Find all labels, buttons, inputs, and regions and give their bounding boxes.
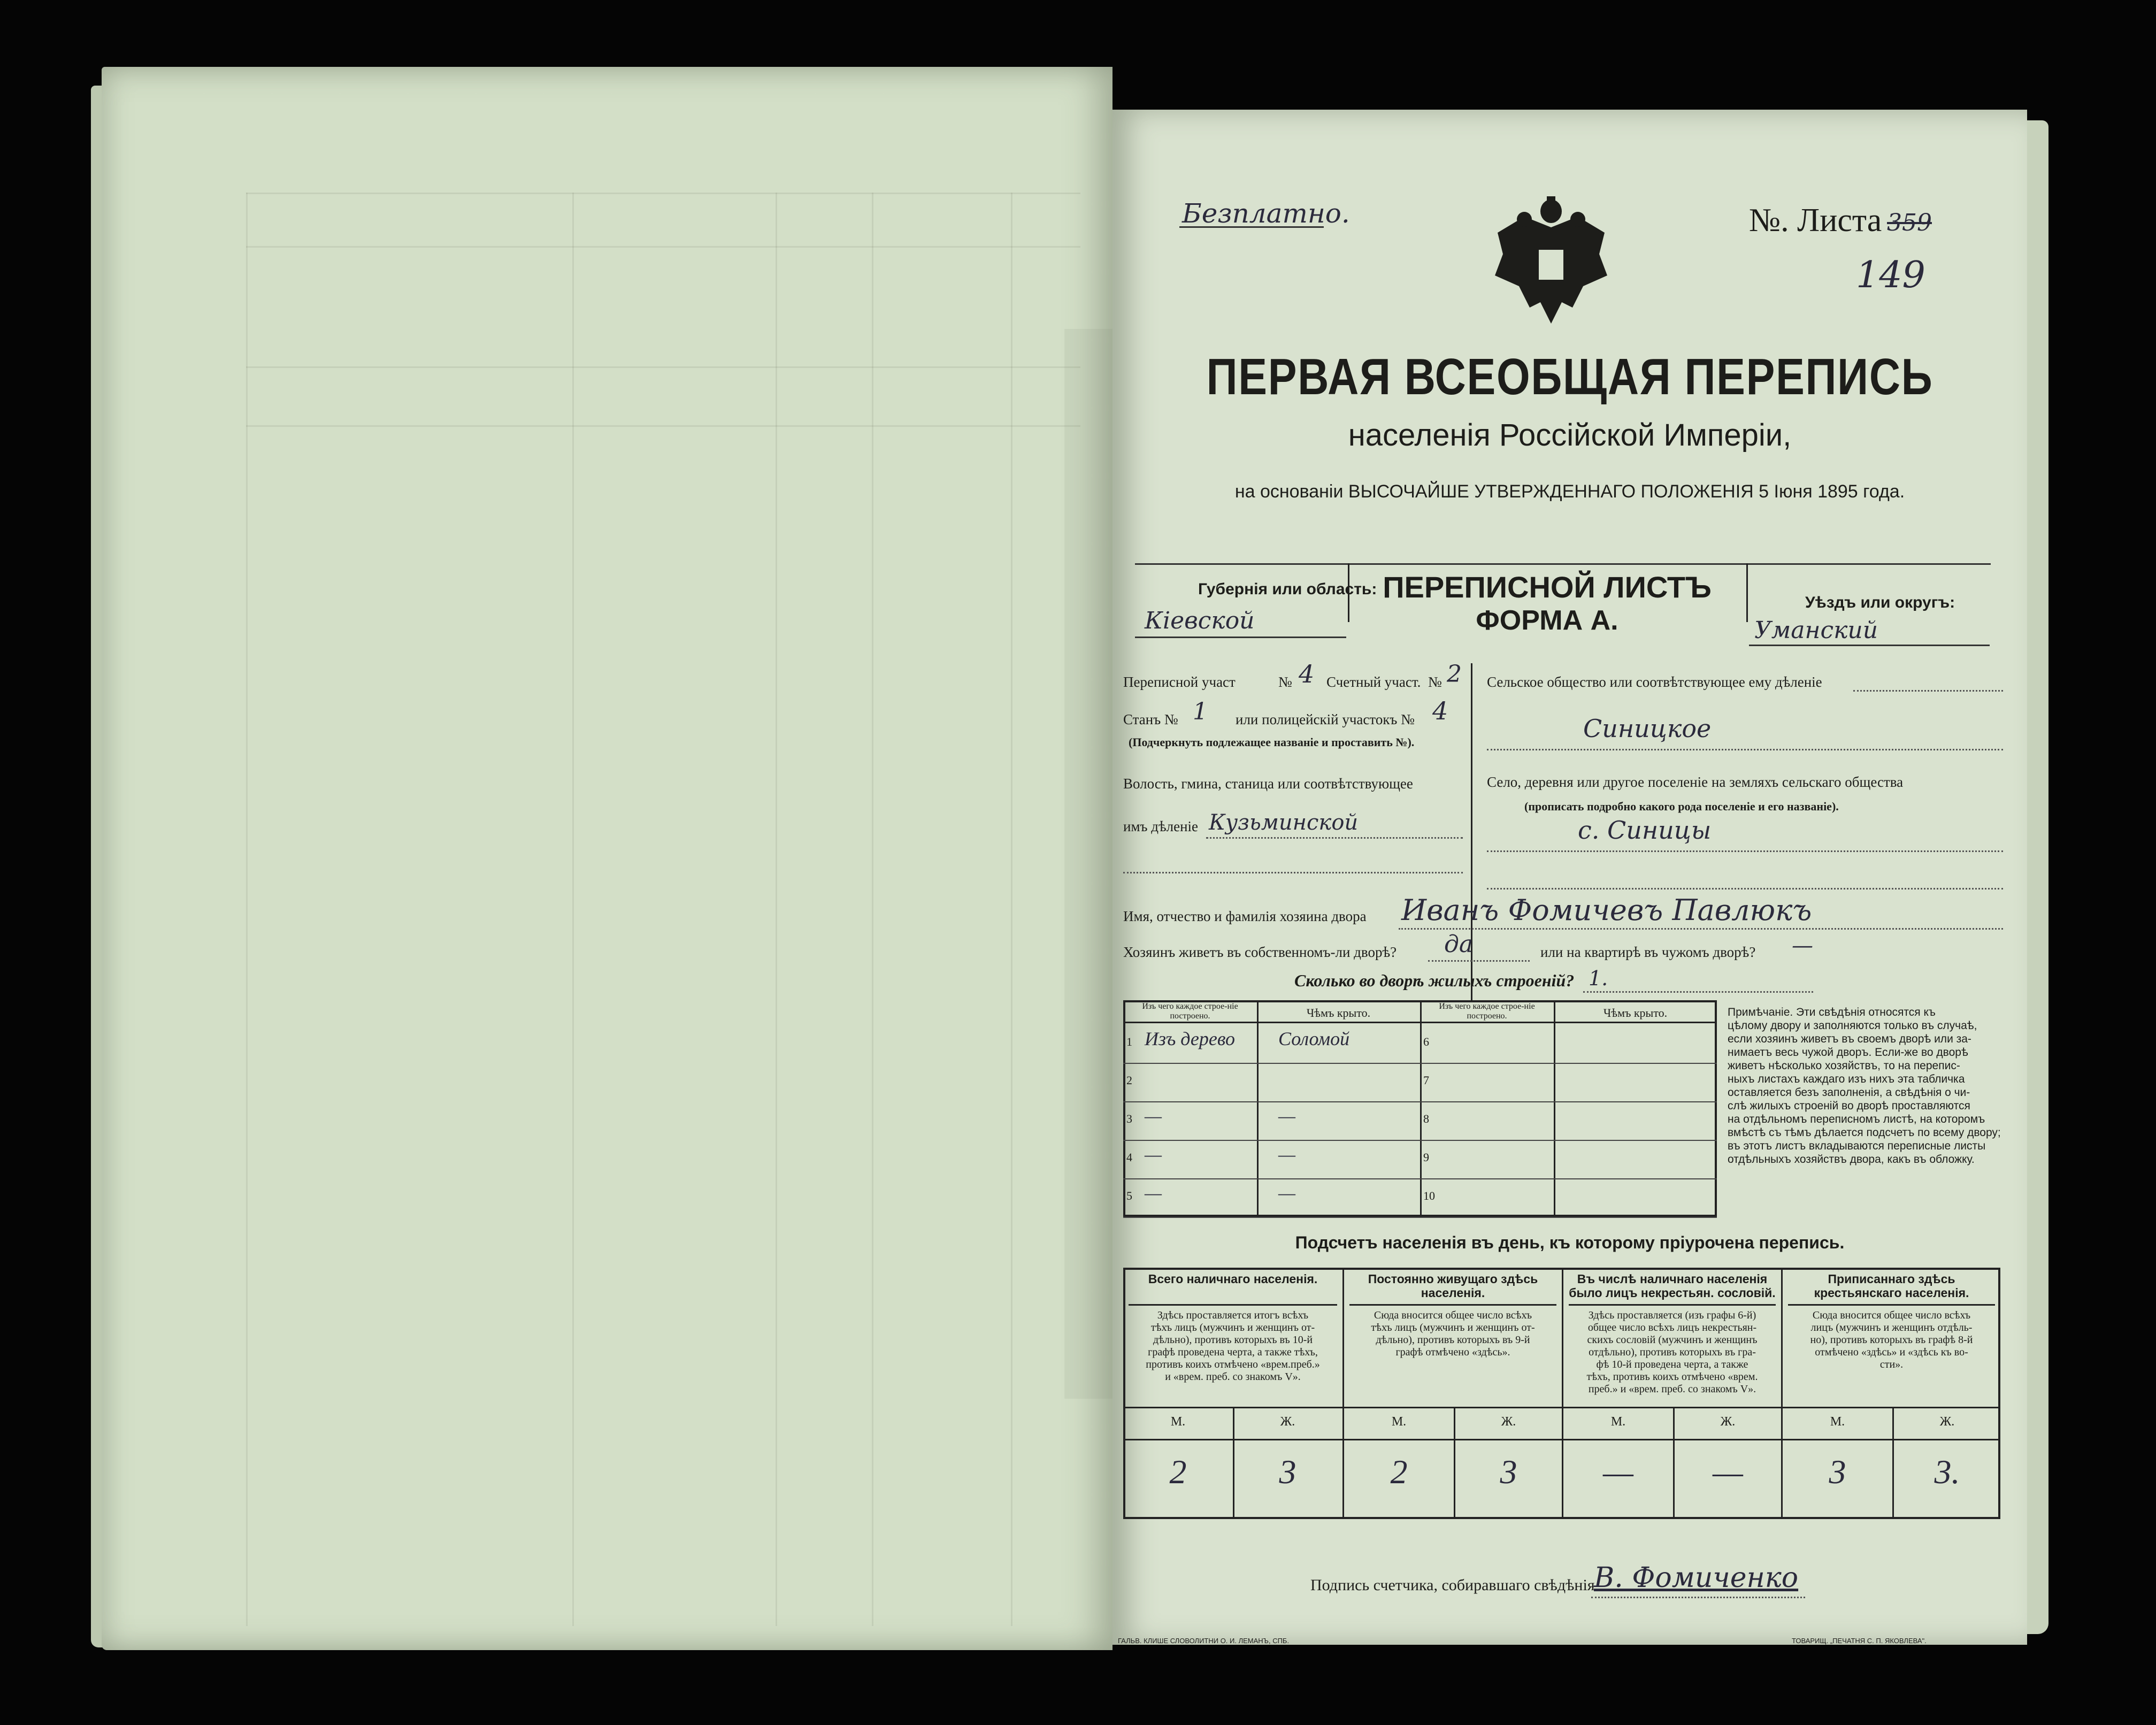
schet-value: 2 xyxy=(1447,661,1462,688)
bleed-through-line xyxy=(246,193,248,1626)
building-row-number: 3 xyxy=(1126,1112,1132,1125)
uchastok-label: Переписной участ xyxy=(1123,674,1236,690)
form-name: ФОРМА А. xyxy=(1476,605,1618,636)
note-line: слѣ жилыхъ строеній во дворѣ проставляются xyxy=(1728,1100,1970,1112)
building-row xyxy=(1123,1101,1420,1141)
volost-value: Кузьминской xyxy=(1209,810,1359,835)
count-column-description xyxy=(1787,1309,1996,1371)
male-label: М. xyxy=(1610,1415,1626,1429)
count-column-header: Въ числѣ наличнаго населенія было лицъ некрестьян. сословій. xyxy=(1569,1272,1776,1306)
stan-value: 1 xyxy=(1193,698,1208,725)
divider xyxy=(1563,1407,1781,1408)
count-description-line: Здѣсь проставляется (изъ графы 6-й) xyxy=(1588,1309,1756,1321)
bleed-through-line xyxy=(776,193,777,1626)
police-value: 4 xyxy=(1432,696,1448,725)
building-row-number: 9 xyxy=(1423,1151,1429,1164)
male-label: М. xyxy=(1170,1415,1186,1429)
count-description-line: Здѣсь проставляется итогъ всѣхъ xyxy=(1157,1309,1309,1321)
count-description-line: общее число всѣхъ лицъ некрестьян- xyxy=(1587,1322,1757,1333)
lives-own-yard-value: да xyxy=(1444,931,1474,958)
building-row xyxy=(1420,1140,1717,1179)
bleed-through-line xyxy=(246,246,1080,248)
count-description-line: Сюда вносится общее число всѣхъ xyxy=(1812,1309,1971,1321)
count-description-line: скихъ сословій (мужчинъ и женщинъ xyxy=(1587,1334,1758,1346)
building-material: — xyxy=(1145,1144,1162,1165)
count-column-header: Всего наличнаго населенія. xyxy=(1129,1272,1337,1306)
count-column-description xyxy=(1568,1309,1777,1396)
stan-note: (Подчеркнуть подлежащее названіе и проставить №). xyxy=(1129,735,1415,749)
uezd-label: Уѣздъ или округъ: xyxy=(1805,594,1955,611)
form-subtitle: населенія Россійской Имперіи, xyxy=(1348,418,1792,453)
population-count-columns xyxy=(1123,1268,2000,1519)
note-line: на отдѣльномъ переписномъ листѣ, на которомъ xyxy=(1728,1113,1985,1125)
uezd-value: Уманский xyxy=(1754,617,1878,644)
double-headed-eagle-emblem xyxy=(1487,195,1615,334)
bleed-through-line xyxy=(246,193,1080,194)
count-description-line: отдѣльно), противъ которыхъ въ гра- xyxy=(1589,1346,1756,1358)
count-column xyxy=(1562,1268,1781,1519)
count-description-line: графѣ проведена черта, а также тѣхъ, xyxy=(1148,1346,1318,1358)
col-roof-header: Чѣмъ крыто. xyxy=(1306,1006,1371,1019)
building-row xyxy=(1420,1024,1717,1064)
sheet-title: ПЕРЕПИСНОЙ ЛИСТЪ xyxy=(1383,570,1712,604)
count-description-line: Сюда вносится общее число всѣхъ xyxy=(1374,1309,1532,1321)
footer-right: ТОВАРИЩ. „ПЕЧАТНЯ С. П. ЯКОВЛЕВА". xyxy=(1792,1637,1927,1645)
count-column xyxy=(1342,1268,1562,1519)
building-row xyxy=(1420,1178,1717,1218)
selskoe-label: Сельское общество или соотвѣтствующее ему дѣленіе xyxy=(1487,674,1822,690)
divider xyxy=(1344,1407,1562,1408)
count-column-description xyxy=(1127,1309,1338,1383)
building-row xyxy=(1123,1140,1420,1179)
note-line: цѣлому двору и заполняются только въ случаѣ, xyxy=(1728,1019,1977,1032)
count-column-description xyxy=(1348,1309,1557,1359)
count-description-line: отмѣчено «здѣсь» и «здѣсь къ во- xyxy=(1815,1346,1968,1358)
male-label: М. xyxy=(1391,1415,1407,1429)
building-roof: — xyxy=(1278,1144,1296,1165)
male-label: М. xyxy=(1830,1415,1845,1429)
left-page xyxy=(102,67,1112,1650)
building-roof: Соломой xyxy=(1278,1028,1350,1049)
building-material: — xyxy=(1145,1105,1162,1126)
count-description-line: сти». xyxy=(1879,1359,1904,1370)
female-label: Ж. xyxy=(1501,1415,1516,1429)
male-count: 2 xyxy=(1390,1453,1408,1491)
police-label: или полицейскій участокъ № xyxy=(1236,711,1415,727)
col-roof-header-2: Чѣмъ крыто. xyxy=(1603,1006,1668,1019)
building-row-number: 5 xyxy=(1126,1189,1132,1202)
count-description-line: лицъ (мужчинъ и женщинъ отдѣль- xyxy=(1810,1322,1973,1333)
form-legal-basis: на основаніи ВЫСОЧАЙШЕ УТВЕРЖДЕННАГО ПОЛОЖЕНІЯ 5 Іюня 1895 года. xyxy=(1234,481,1905,502)
owner-value: Иванъ Фомичевъ Павлюкъ xyxy=(1401,893,1812,927)
bleed-through-line xyxy=(246,366,1080,368)
buildings-value: 1. xyxy=(1589,967,1608,990)
selo-value: с. Синицы xyxy=(1578,816,1712,845)
bleed-through-line xyxy=(572,193,574,1626)
count-description-line: тѣхъ, противъ коихъ отмѣчено «врем. xyxy=(1586,1371,1758,1383)
building-row-number: 10 xyxy=(1423,1189,1435,1202)
divider xyxy=(1783,1439,2000,1440)
lives-own-yard-label: Хозяинъ живетъ въ собственномъ-ли дворѣ? xyxy=(1123,944,1397,960)
building-roof: — xyxy=(1278,1182,1296,1203)
female-label: Ж. xyxy=(1720,1415,1736,1429)
divider xyxy=(1563,1439,1781,1440)
building-row-number: 8 xyxy=(1423,1112,1429,1125)
note-line: отдѣльныхъ хозяйствъ двора, какъ въ обложку. xyxy=(1728,1153,1975,1166)
note-line: въ этотъ листъ вкладываются переписные листы xyxy=(1728,1140,1986,1152)
female-count: — xyxy=(1713,1453,1743,1491)
count-description-line: фѣ 10-й проведена черта, а также xyxy=(1596,1359,1748,1370)
bleed-through-text xyxy=(1064,329,1112,1399)
count-column-header: Приписаннаго здѣсь крестьянскаго населенія. xyxy=(1788,1272,1995,1306)
uchastok-no-sign: № xyxy=(1278,674,1292,690)
selo-label: Село, деревня или другое поселеніе на земляхъ сельскаго общества xyxy=(1487,774,1904,790)
building-roof: — xyxy=(1278,1105,1296,1126)
sheet-number-handwritten: 149 xyxy=(1856,254,1925,296)
note-line: вмѣстѣ съ тѣмъ дѣлается подсчетъ по всему двору; xyxy=(1728,1126,2001,1139)
building-row-number: 2 xyxy=(1126,1074,1132,1087)
volost-label: Волость, гмина, станица или соотвѣтствующее xyxy=(1123,776,1413,792)
building-material: — xyxy=(1145,1182,1162,1203)
count-description-line: графѣ отмѣчено «здѣсь». xyxy=(1395,1346,1510,1358)
building-row-number: 4 xyxy=(1126,1151,1132,1164)
rent-label: или на квартирѣ въ чужомъ дворѣ? xyxy=(1540,944,1756,960)
female-count: 3 xyxy=(1500,1453,1517,1491)
bleed-through-line xyxy=(872,193,873,1626)
selo-note: (прописать подробно какого рода поселеніе и его названіе). xyxy=(1524,800,1839,813)
col-material-header: Изъ чего каждое строе-ніе построено. xyxy=(1142,1002,1238,1021)
rent-value: — xyxy=(1792,933,1813,958)
count-column-header: Постоянно живущаго здѣсь населенія. xyxy=(1349,1272,1556,1306)
male-count: 2 xyxy=(1169,1453,1187,1491)
selskoe-value: Синицкое xyxy=(1583,714,1712,743)
male-count: 3 xyxy=(1829,1453,1846,1491)
count-description-line: преб.» и «врем. преб. со знакомъ V». xyxy=(1588,1383,1756,1395)
note-line: оставляется безъ заполненія, а свѣдѣнія о чи- xyxy=(1728,1086,1970,1099)
col-material-header-2: Изъ чего каждое строе-ніе построено. xyxy=(1439,1002,1535,1021)
female-label: Ж. xyxy=(1280,1415,1295,1429)
stan-label: Станъ № xyxy=(1123,711,1178,727)
building-material: Изъ дерево xyxy=(1145,1028,1236,1049)
building-row-number: 6 xyxy=(1423,1035,1429,1048)
count-description-line: дѣльно), противъ которыхъ въ 9-й xyxy=(1376,1334,1530,1346)
count-column xyxy=(1123,1268,1342,1519)
form-title: ПЕРВАЯ ВСЕОБЩАЯ ПЕРЕПИСЬ xyxy=(1206,348,1934,405)
volost-label-2: имъ дѣленіе xyxy=(1123,818,1199,834)
sheet-number-label: №. Листа xyxy=(1749,202,1882,239)
owner-label: Имя, отчество и фамилія хозяина двора xyxy=(1123,908,1367,924)
note-line: нимаетъ весь чужой дворъ. Если-же во дворѣ xyxy=(1728,1046,1968,1059)
note-line: если хозяинъ живетъ въ своемъ дворѣ или за- xyxy=(1728,1033,1971,1045)
count-description-line: тѣхъ лицъ (мужчинъ и женщинъ от- xyxy=(1371,1322,1535,1333)
footer-left: ГАЛЬВ. КЛИШЕ СЛОВОЛИТНИ О. И. ЛЕМАНЪ, СПБ. xyxy=(1118,1637,1290,1645)
count-description-line: и «врем. преб. со знакомъ V». xyxy=(1165,1371,1301,1383)
sheet-number-struck: 359 xyxy=(1887,209,1932,236)
building-row xyxy=(1123,1063,1420,1102)
female-label: Ж. xyxy=(1939,1415,1955,1429)
female-count: 3. xyxy=(1934,1453,1960,1491)
signature-value: В. Фомиченко xyxy=(1594,1562,1799,1594)
building-row-number: 7 xyxy=(1423,1074,1429,1087)
building-row xyxy=(1420,1101,1717,1141)
bleed-through-line xyxy=(1011,193,1012,1626)
building-row xyxy=(1420,1063,1717,1102)
count-title: Подсчетъ населенія въ день, къ которому пріурочена перепись. xyxy=(1295,1233,1845,1252)
bleed-through-line xyxy=(246,425,1080,427)
free-label: Безплатно. xyxy=(1182,198,1350,229)
schet-no-sign: № xyxy=(1428,674,1442,690)
note-line: ныхъ листахъ каждаго изъ нихъ эта табличка xyxy=(1728,1073,1965,1085)
note-text xyxy=(1728,1006,2011,1166)
divider xyxy=(1344,1439,1562,1440)
count-column xyxy=(1781,1268,2000,1519)
uchastok-value: 4 xyxy=(1299,660,1315,688)
schet-label: Счетный участ. xyxy=(1326,674,1421,690)
note-line: Примѣчаніе. Эти свѣдѣнія относятся къ xyxy=(1728,1006,1936,1018)
divider xyxy=(1783,1407,2000,1408)
building-row xyxy=(1123,1178,1420,1218)
building-row-number: 1 xyxy=(1126,1035,1132,1048)
male-count: — xyxy=(1603,1453,1633,1491)
count-description-line: но), противъ которыхъ въ графѣ 8-й xyxy=(1810,1334,1973,1346)
count-description-line: противъ коихъ отмѣчено «врем.преб.» xyxy=(1146,1359,1320,1370)
guberniya-value: Кіевской xyxy=(1145,607,1255,634)
census-form-page xyxy=(1112,110,2027,1645)
count-description-line: дѣльно), противъ которыхъ въ 10-й xyxy=(1153,1334,1313,1346)
female-count: 3 xyxy=(1279,1453,1296,1491)
guberniya-label: Губернія или область: xyxy=(1198,580,1377,598)
buildings-label: Сколько во дворѣ жилыхъ строеній? xyxy=(1294,971,1575,990)
signature-label: Подпись счетчика, собиравшаго свѣдѣнія xyxy=(1310,1576,1595,1594)
building-row xyxy=(1123,1024,1420,1064)
note-line: живетъ нѣсколько хозяйствъ, то на перепис- xyxy=(1728,1060,1960,1072)
count-description-line: тѣхъ лицъ (мужчинъ и женщинъ от- xyxy=(1150,1322,1315,1333)
